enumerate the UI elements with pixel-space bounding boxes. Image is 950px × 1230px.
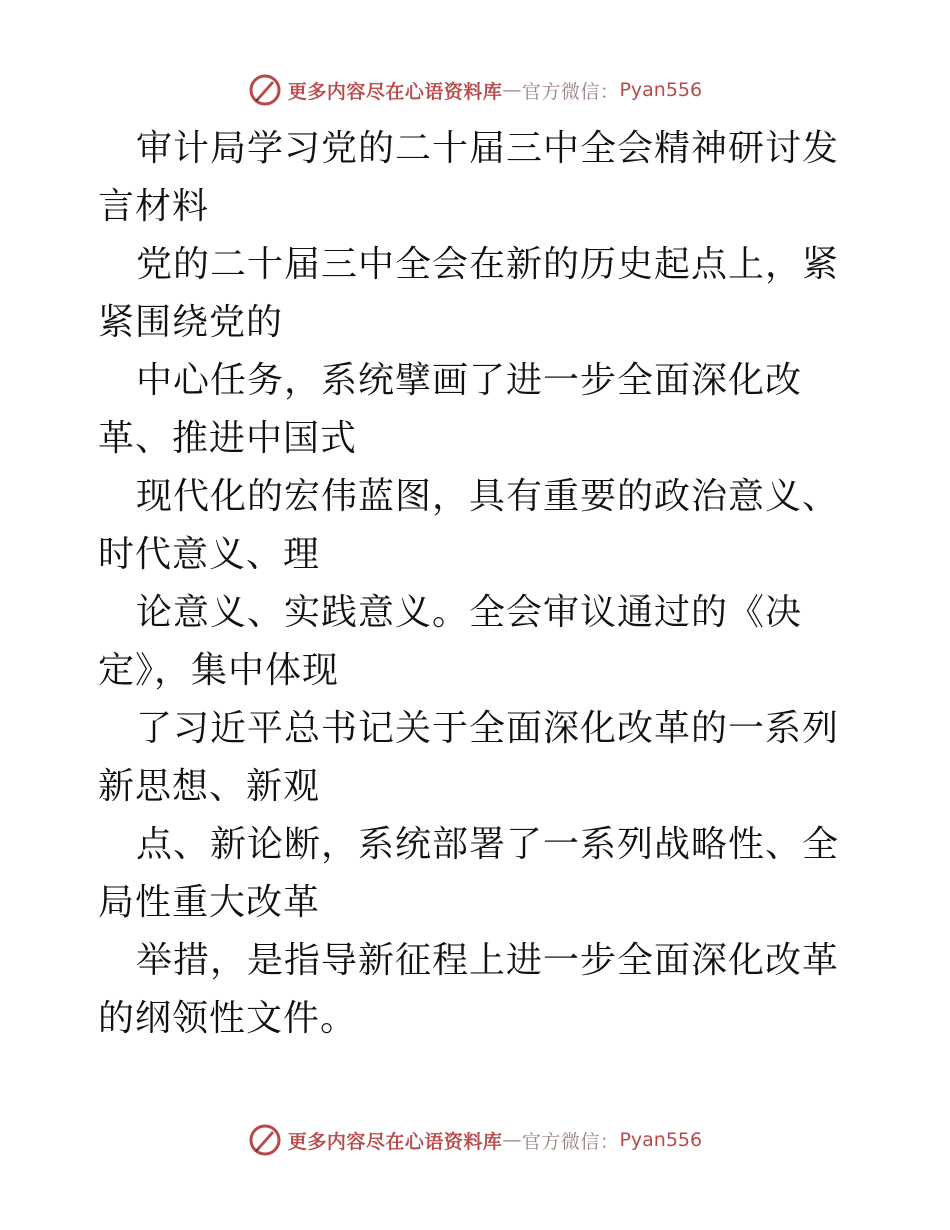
document-body — [98, 120, 858, 1048]
watermark-brand-text: 更多内容尽在心语资料库 — [287, 1130, 503, 1153]
paragraph-line: 了习近平总书记关于全面深化改革的一系列新思想、新观 — [98, 708, 840, 807]
paragraph-line: 点、新论断，系统部署了一系列战略性、全局性重大改革 — [98, 824, 840, 923]
watermark-official-label: 官方微信： — [521, 1130, 620, 1153]
paragraph-line: 中心任务，系统擘画了进一步全面深化改革、推进中国式 — [98, 360, 803, 459]
footer-watermark — [0, 1120, 950, 1160]
paragraph-line: 论意义、实践意义。全会审议通过的《决定》，集中体现 — [98, 592, 803, 691]
document-title: 审计局学习党的二十届三中全会精神研讨发言材料 — [98, 128, 840, 227]
watermark-official-label: 官方微信： — [521, 80, 620, 103]
header-watermark — [0, 70, 950, 110]
watermark-brand-text: 更多内容尽在心语资料库 — [287, 80, 503, 103]
paragraph-line: 举措，是指导新征程上进一步全面深化改革的纲领性文件。 — [98, 940, 840, 1039]
quill-seal-icon — [248, 73, 282, 107]
watermark-dash: — — [502, 1129, 522, 1151]
watermark-wechat-id: Pyan556 — [619, 1129, 703, 1151]
watermark-dash: — — [502, 79, 522, 101]
quill-seal-icon — [248, 1123, 282, 1157]
paragraph-line: 现代化的宏伟蓝图，具有重要的政治意义、时代意义、理 — [98, 476, 840, 575]
watermark-wechat-id: Pyan556 — [619, 79, 703, 101]
paragraph-line: 党的二十届三中全会在新的历史起点上，紧紧围绕党的 — [98, 244, 840, 343]
